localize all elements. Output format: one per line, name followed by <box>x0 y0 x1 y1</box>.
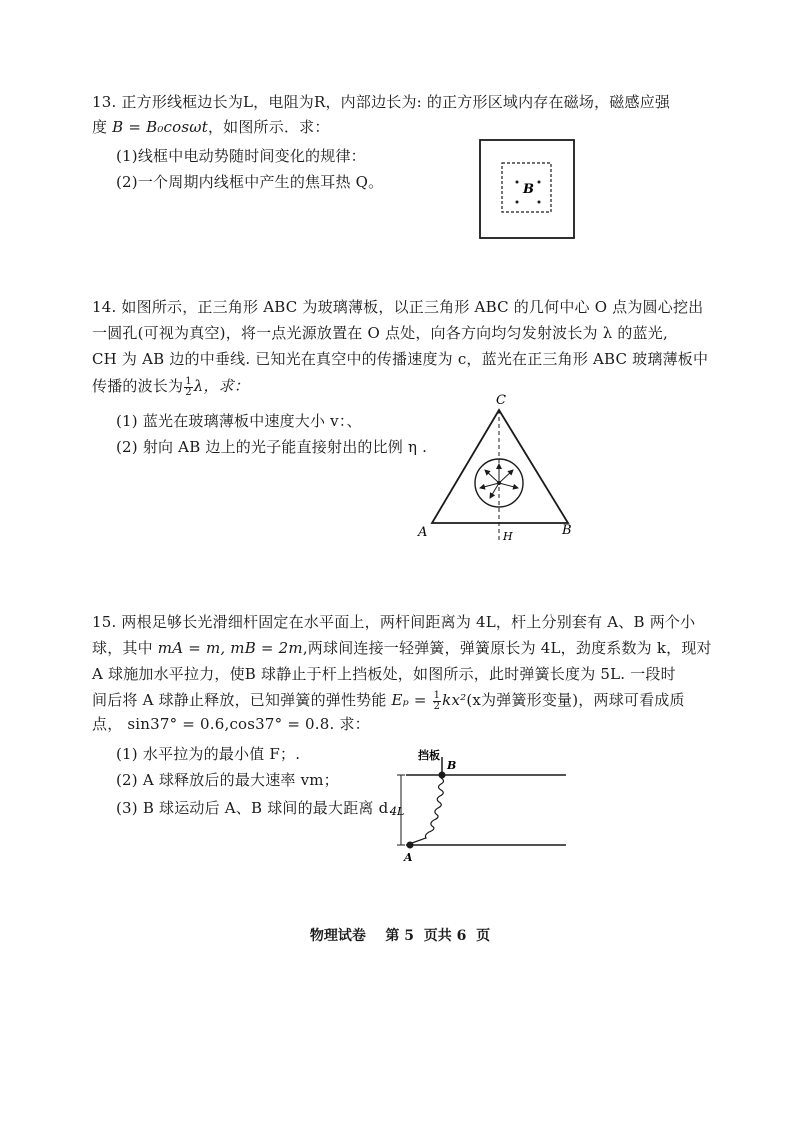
triangle-ABC <box>432 410 568 523</box>
light-source-O <box>497 481 501 485</box>
q15-line4-post: (x为弹簧形变量)，两球可看成质 <box>466 691 685 709</box>
field-dot <box>538 181 541 184</box>
label-A: A <box>418 525 428 540</box>
q13-item2: (2)一个周期内线框中产生的焦耳热 Q。 <box>116 173 384 191</box>
q13-line2-pre: 度 <box>92 118 113 136</box>
ball-B <box>439 772 446 779</box>
q13-figure <box>478 138 578 242</box>
q15-line2 <box>92 638 712 658</box>
q15-fraction <box>433 691 442 712</box>
q14-triangle-figure <box>410 388 590 548</box>
label-baffle: 挡板 <box>418 749 440 762</box>
q15-item1: (1) 水平拉为的最小值 F；. <box>116 745 301 763</box>
q15-item2: (2) A 球释放后的最大速率 vm； <box>116 771 339 789</box>
q13-item1: (1)线框中电动势随时间变化的规律： <box>116 147 366 165</box>
q13-line2 <box>92 117 330 137</box>
field-dot <box>516 201 519 204</box>
q14-line3: CH 为 AB 边的中垂线. 已知光在真空中的传播速度为 c，蓝光在正三角形 ABC 玻璃薄板中 <box>92 350 709 368</box>
q15-line3: A 球施加水平拉力，使B 球静止于杆上挡板处，如图所示，此时弹簧长度为 5L. 一段时 <box>92 665 676 683</box>
q15-item3: (3) B 球运动后 A、B 球间的最大距离 d. <box>116 799 394 817</box>
q14-line2: 一圆孔(可视为真空)，将一点光源放置在 O 点处，向各方向均匀发射波长为 λ 的蓝光, <box>92 324 668 342</box>
q14-line1: 14. 如图所示，正三角形 ABC 为玻璃薄板，以正三角形 ABC 的几何中心 O 点为圆心挖出 <box>92 298 704 316</box>
frac-denominator: 2 <box>433 700 441 712</box>
q13-line1: 13. 正方形线框边长为L，电阻为R，内部边长为: 的正方形区域内存在磁场，磁感应强 <box>92 93 671 111</box>
q15-line1: 15. 两根足够长光滑细杆固定在水平面上，两杆间距离为 4L，杆上分别套有 A、B 两个小 <box>92 613 696 631</box>
field-label-B: B <box>523 182 534 197</box>
q15-line4-pre: 间后将 A 球静止释放，已知弹簧的弹性势能 <box>92 691 392 709</box>
q15-energy-formula-a: Eₚ = <box>391 691 432 709</box>
page-footer: 物理试卷 第 5 页共 6 页 <box>309 928 491 944</box>
q15-line2-post: ,两球间连接一轻弹簧，弹簧原长为 4L，劲度系数为 k，现对 <box>302 639 712 657</box>
q15-line4 <box>92 687 685 713</box>
spring <box>412 778 444 843</box>
q15-rods-figure <box>388 745 578 870</box>
q14-fraction <box>184 377 193 398</box>
field-dot <box>516 181 519 184</box>
q14-item1: (1) 蓝光在玻璃薄板中速度大小 v：、 <box>116 412 362 430</box>
q15-line5: 点， sin37° = 0.6,cos37° = 0.8. 求： <box>92 715 370 733</box>
q15-mass-formula: mA = m, mB = 2m <box>157 639 303 657</box>
frac-numerator: 1 <box>185 375 192 387</box>
frac-denominator: 2 <box>185 386 192 398</box>
q15-energy-formula-b: kx² <box>442 691 467 709</box>
frac-numerator: 1 <box>433 689 441 701</box>
label-4L: 4L <box>390 805 405 818</box>
ball-A <box>407 842 414 849</box>
q14-line4 <box>92 373 249 399</box>
q13-formula-B: B = B₀cosωt <box>112 118 208 136</box>
field-dot <box>538 201 541 204</box>
q13-line2-post: ，如图所示．求： <box>207 118 330 136</box>
q14-item2: (2) 射向 AB 边上的光子能直接射出的比例 η . <box>116 438 428 456</box>
label-B: B <box>562 523 572 538</box>
q14-line4-pre: 传播的波长为 <box>92 377 184 395</box>
q15-line2-pre: 球，其中 <box>92 639 158 657</box>
label-H: H <box>503 530 513 543</box>
label-B: B <box>447 759 457 772</box>
label-A: A <box>404 851 413 864</box>
label-C: C <box>496 393 506 408</box>
q14-line4-post: λ，求： <box>193 377 250 395</box>
